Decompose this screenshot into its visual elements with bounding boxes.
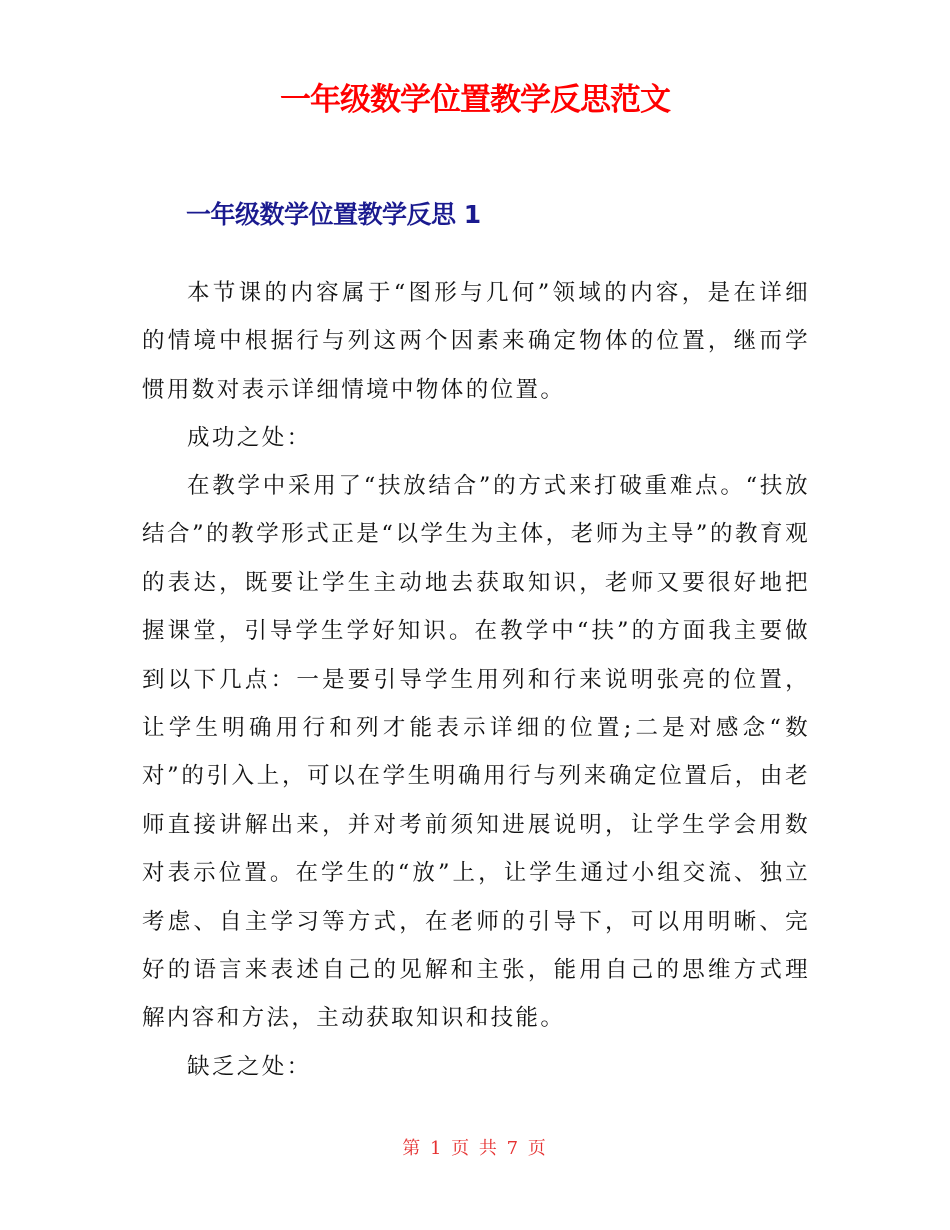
- paragraph-shortcomings-heading: 缺乏之处：: [187, 1054, 312, 1080]
- document-title: 一年级数学位置教学反思范文: [280, 82, 670, 118]
- paragraph-successes-body: 在教学中采用了“扶放结合”的方式来打破重难点。“扶放结合”的教学形式正是“以学生为主体，老师为主导”的教育观的表达，既要让学生主动地去获取知识，老师又要很好地把握课堂，引导学生学好知识。在教学中“扶”的方面我主要做到以下几点：一是要引导学生用列和行来说明张亮的位置，让学生明确用行和列才能表示详细的位置;二是对感念“数对”的引入上，可以在学生明确用行与列来确定位置后，由老师直接讲解出来，并对考前须知进展说明，让学生学会用数对表示位置。在学生的“放”上，让学生通过小组交流、独立考虑、自主学习等方式，在老师的引导下，可以用明晰、完好的语言来表述自己的见解和主张，能用自己的思维方式理解内容和方法，主动获取知识和技能。: [142, 473, 810, 1032]
- page-number-footer: 第 1 页 共 7 页: [402, 1138, 548, 1159]
- paragraph-successes-heading: 成功之处：: [187, 425, 312, 451]
- section-heading: 一年级数学位置教学反思 1: [186, 200, 481, 229]
- paragraph-intro: 本节课的内容属于“图形与几何”领域的内容，是在详细的情境中根据行与列这两个因素来确定物体的位置，继而学惯用数对表示详细情境中物体的位置。: [142, 280, 810, 403]
